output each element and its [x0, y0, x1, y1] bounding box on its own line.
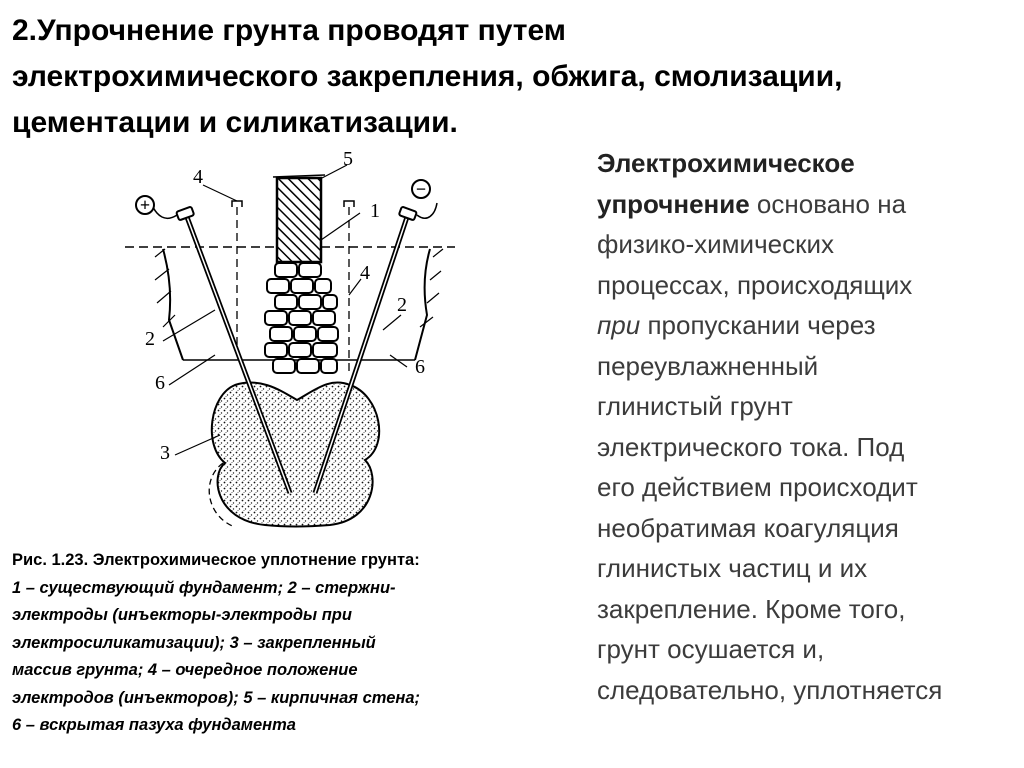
body-line-5 [597, 305, 1017, 346]
body-line-12: закрепление. Кроме того, [597, 593, 906, 624]
wire-negative [417, 203, 437, 218]
label-1: 1 [370, 200, 380, 222]
page-title [12, 8, 1012, 146]
caption-line-2: электроды (инъекторы-электроды при [12, 606, 352, 624]
label-2-right: 2 [397, 294, 407, 316]
label-3: 3 [160, 442, 170, 464]
body-line-10: необратимая коагуляция [597, 512, 899, 543]
label-4-left: 4 [193, 166, 203, 188]
body-line-6: переувлажненный [597, 350, 819, 381]
label-2-left: 2 [145, 328, 155, 350]
term-part-2: упрочнение [597, 188, 750, 219]
negative-sign: − [415, 179, 427, 199]
diagram-svg [115, 145, 465, 535]
title-line-1: 2.Упрочнение грунта проводят путем [12, 14, 566, 47]
label-5: 5 [343, 148, 353, 170]
body-line-4: процессах, происходящих [597, 269, 913, 300]
body-line-8: электрического тока. Под [597, 431, 905, 462]
wall-break-line [273, 175, 325, 177]
body-line-3: физико-химических [597, 229, 834, 259]
positive-sign: + [139, 195, 151, 215]
body-line-7: глинистый грунт [597, 391, 793, 421]
negative-terminal-icon [412, 179, 430, 199]
caption-line-3: электросиликатизации); 3 – закрепленный [12, 633, 376, 652]
label-6-left: 6 [155, 372, 165, 394]
excavation-right-wall [415, 249, 430, 360]
caption-line-5: электродов (инъекторов); 5 – кирпичная стена; [12, 688, 421, 707]
title-line-2: электрохимического закрепления, обжига, смолизации, [12, 60, 843, 93]
body-line-9: его действием происходит [597, 472, 918, 502]
figure-caption [12, 547, 572, 740]
description-paragraph [597, 143, 1017, 710]
body-line-1 [597, 143, 1017, 184]
brick-wall [277, 178, 321, 262]
body-line-14: следовательно, уплотняется [597, 674, 943, 705]
body-line-2-rest: основано на [749, 188, 907, 219]
wire-positive [153, 207, 177, 218]
body-line-5-rest: пропускании через [640, 310, 876, 340]
caption-line-1: 1 – существующий фундамент; 2 – стержни- [12, 578, 396, 597]
figure-electrochemical-diagram [115, 145, 465, 535]
title-line-3: цементации и силикатизации. [12, 106, 458, 139]
positive-terminal-icon [136, 195, 154, 215]
caption-line-4: массив грунта; 4 – очередное положение [12, 661, 358, 679]
body-line-11: глинистых частиц и их [597, 553, 868, 583]
caption-figure-label: Рис. 1.23. Электрохимическое уплотнение грунта: [12, 551, 420, 569]
caption-line-6: 6 – вскрытая пазуха фундамента [12, 716, 296, 734]
brick-foundation [265, 263, 338, 373]
consolidated-soil-mass [212, 383, 379, 527]
term-part-1: Электрохимическое [597, 148, 855, 178]
body-line-2 [597, 184, 1017, 225]
body-line-5-italic: при [597, 310, 641, 340]
label-6-right: 6 [415, 356, 425, 378]
body-line-13: грунт осушается и, [597, 634, 825, 664]
excavation-left-wall [163, 249, 183, 360]
label-4-right: 4 [360, 262, 370, 284]
